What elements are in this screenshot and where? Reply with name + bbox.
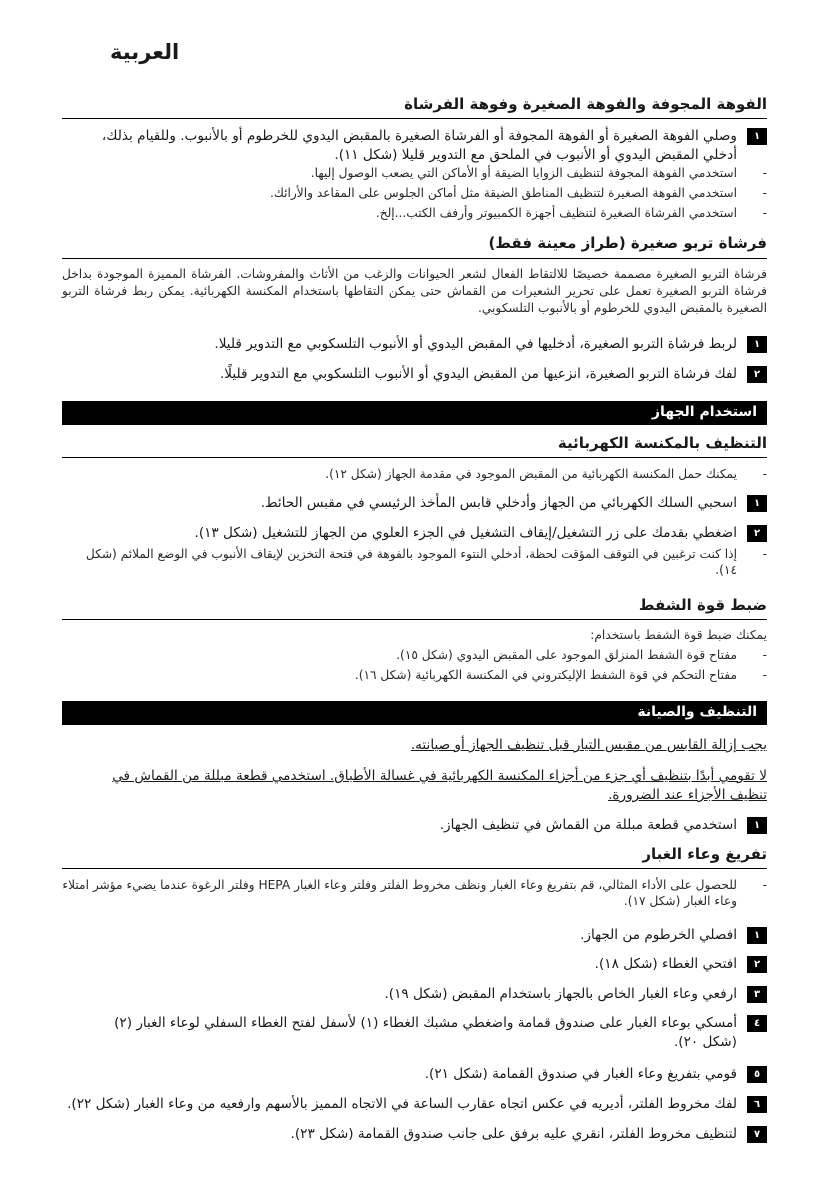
nozzles-bullet-3: - استخدمي الفرشاة الصغيرة لتنظيف أجهزة الكمبيوتر وأرفف الكتب...إلخ. <box>375 206 767 220</box>
divider <box>62 619 767 620</box>
empty-step-1: ١ افصلي الخرطوم من الجهاز. <box>580 926 767 945</box>
suction-bullet-2: - مفتاح التحكم في قوة الشفط الإليكتروني في المكنسة الكهربائية (شكل ١٦). <box>354 668 767 682</box>
turbo-paragraph: فرشاة التربو الصغيرة مصممة خصيصًا للالتقاط الفعال لشعر الحيوانات والزغب من الأثاث والمفروشات. الفرشاة المميزة الموجودة بداخل فرشاة التربو الصغيرة تعمل على تحرير الشعيرات من القماش حتى يمكن التقاطها باستخدام المكنسة الكهربائية. يمكن ربط فرشاة التربو الصغيرة بالمقبض اليدوي للخرطوم أو بالأنبوب التلسكوبي. <box>62 267 767 315</box>
divider <box>62 457 767 458</box>
empty-step-7: ٧ لتنظيف مخروط الفلتر، انقري عليه برفق على جانب صندوق القمامة (شكل ٢٣). <box>291 1125 767 1144</box>
divider <box>62 118 767 119</box>
language-label: العربية <box>110 40 180 64</box>
divider <box>62 868 767 869</box>
step-number: ٢ <box>747 525 767 542</box>
nozzles-step-1 <box>62 127 767 165</box>
turbo-step-2: ٢ لفك فرشاة التربو الصغيرة، انزعيها من المقبض اليدوي أو الأنبوب التلسكوبي مع التدوير قليلًا. <box>220 365 767 384</box>
step-number: ١ <box>747 128 767 145</box>
step-number: ١ <box>747 495 767 512</box>
step-number: ١ <box>747 336 767 353</box>
step-text-line1: وصلي الفوهة الصغيرة أو الفوهة المجوفة أو الفرشاة الصغيرة بالمقبض اليدوي للخرطوم أو بالأنبوب. وللقيام بذلك، <box>101 128 737 144</box>
cleaning-step-1: ١ استخدمي قطعة مبللة من القماش في تنظيف الجهاز. <box>440 816 767 835</box>
use-step-1: ١ اسحبي السلك الكهربائي من الجهاز وأدخلي قابس المأخذ الرئيسي في مقبس الحائط. <box>261 494 767 513</box>
use-bullet-1: - يمكنك حمل المكنسة الكهربائية من المقبض الموجود في مقدمة الجهاز (شكل ١٢). <box>325 467 767 481</box>
use-step-2: ٢ اضغطي بقدمك على زر التشغيل/إيقاف التشغيل في الجزء العلوي من الجهاز للتشغيل (شكل ١٣). <box>195 524 768 543</box>
divider <box>62 258 767 259</box>
heading-turbo-brush: فرشاة تربو صغيرة (طراز معينة فقط) <box>488 234 767 252</box>
empty-bullet: - للحصول على الأداء المثالي، قم بتفريغ وعاء الغبار ونظف مخروط الفلتر وفلتر وعاء الغبار HEPA وفلتر الرغوة عندما يضيء مؤشر امتلاء وعاء الغبار (شكل ١٧). <box>62 878 767 908</box>
step-text-line2: أدخلي المقبض اليدوي أو الأنبوب في الملحق مع التدوير قليلا (شكل ١١). <box>334 147 737 163</box>
heading-empty-dust-container: تفريغ وعاء الغبار <box>642 845 767 863</box>
section-bar-cleaning: التنظيف والصيانة <box>62 701 767 725</box>
warning-unplug: يجب إزالة القابس من مقبس التيار قبل تنظيف الجهاز أو صيانته. <box>410 737 767 753</box>
empty-step-4: ٤ أمسكي بوعاء الغبار على صندوق قمامة واضغطي مشبك الغطاء (١) لأسفل لفتح الغطاء السفلي لوعاء الغبار (٢) (شكل ٢٠). <box>100 1014 767 1052</box>
turbo-step-1: ١ لربط فرشاة التربو الصغيرة، أدخليها في المقبض اليدوي أو الأنبوب التلسكوبي مع التدوير قليلا. <box>214 335 767 354</box>
step-number: ٢ <box>747 366 767 383</box>
empty-step-3: ٣ ارفعي وعاء الغبار الخاص بالجهاز باستخدام المقبض (شكل ١٩). <box>384 985 767 1004</box>
step-number: ١ <box>747 817 767 834</box>
suction-intro: يمكنك ضبط قوة الشفط باستخدام: <box>590 628 767 642</box>
suction-bullet-1: - مفتاح قوة الشفط المنزلق الموجود على المقبض اليدوي (شكل ١٥). <box>396 648 767 662</box>
empty-step-6: ٦ لفك مخروط الفلتر، أديريه في عكس اتجاه عقارب الساعة في الاتجاه المميز بالأسهم وارفعيه من وعاء الغبار (شكل ٢٢). <box>67 1095 767 1114</box>
empty-step-5: ٥ قومي بتفريغ وعاء الغبار في صندوق القمامة (شكل ٢١). <box>425 1065 767 1084</box>
warning-dishwasher: لا تقومي أبدًا بتنظيف أي جزء من أجزاء المكنسة الكهربائية في غسالة الأطباق. استخدمي قطعة مبللة من القماش في تنظيف الأجزاء عند الضرورة. <box>112 768 767 803</box>
empty-step-2: ٢ افتحي الغطاء (شكل ١٨). <box>595 955 767 974</box>
nozzles-bullet-1: - استخدمي الفوهة المجوفة لتنظيف الزوايا الضيقة أو الأماكن التي يصعب الوصول إليها. <box>310 166 767 180</box>
heading-nozzles: الفوهة المجوفة والفوهة الصغيرة وفوهة الفرشاة <box>404 95 767 113</box>
heading-suction-power: ضبط قوة الشفط <box>638 596 767 614</box>
nozzles-bullet-2: - استخدمي الفوهة الصغيرة لتنظيف المناطق الضيقة مثل أماكن الجلوس على المقاعد والأرائك. <box>269 186 767 200</box>
section-bar-using: استخدام الجهاز <box>62 401 767 425</box>
use-bullet-2: - إذا كنت ترغبين في التوقف المؤقت لحظة، أدخلي النتوء الموجود بالفوهة في فتحة التخزين لإيقاف الأنبوب في الوضع الملائم (شكل ١٤). <box>85 547 767 577</box>
heading-vacuum-cleaning: التنظيف بالمكنسة الكهربائية <box>557 434 767 452</box>
